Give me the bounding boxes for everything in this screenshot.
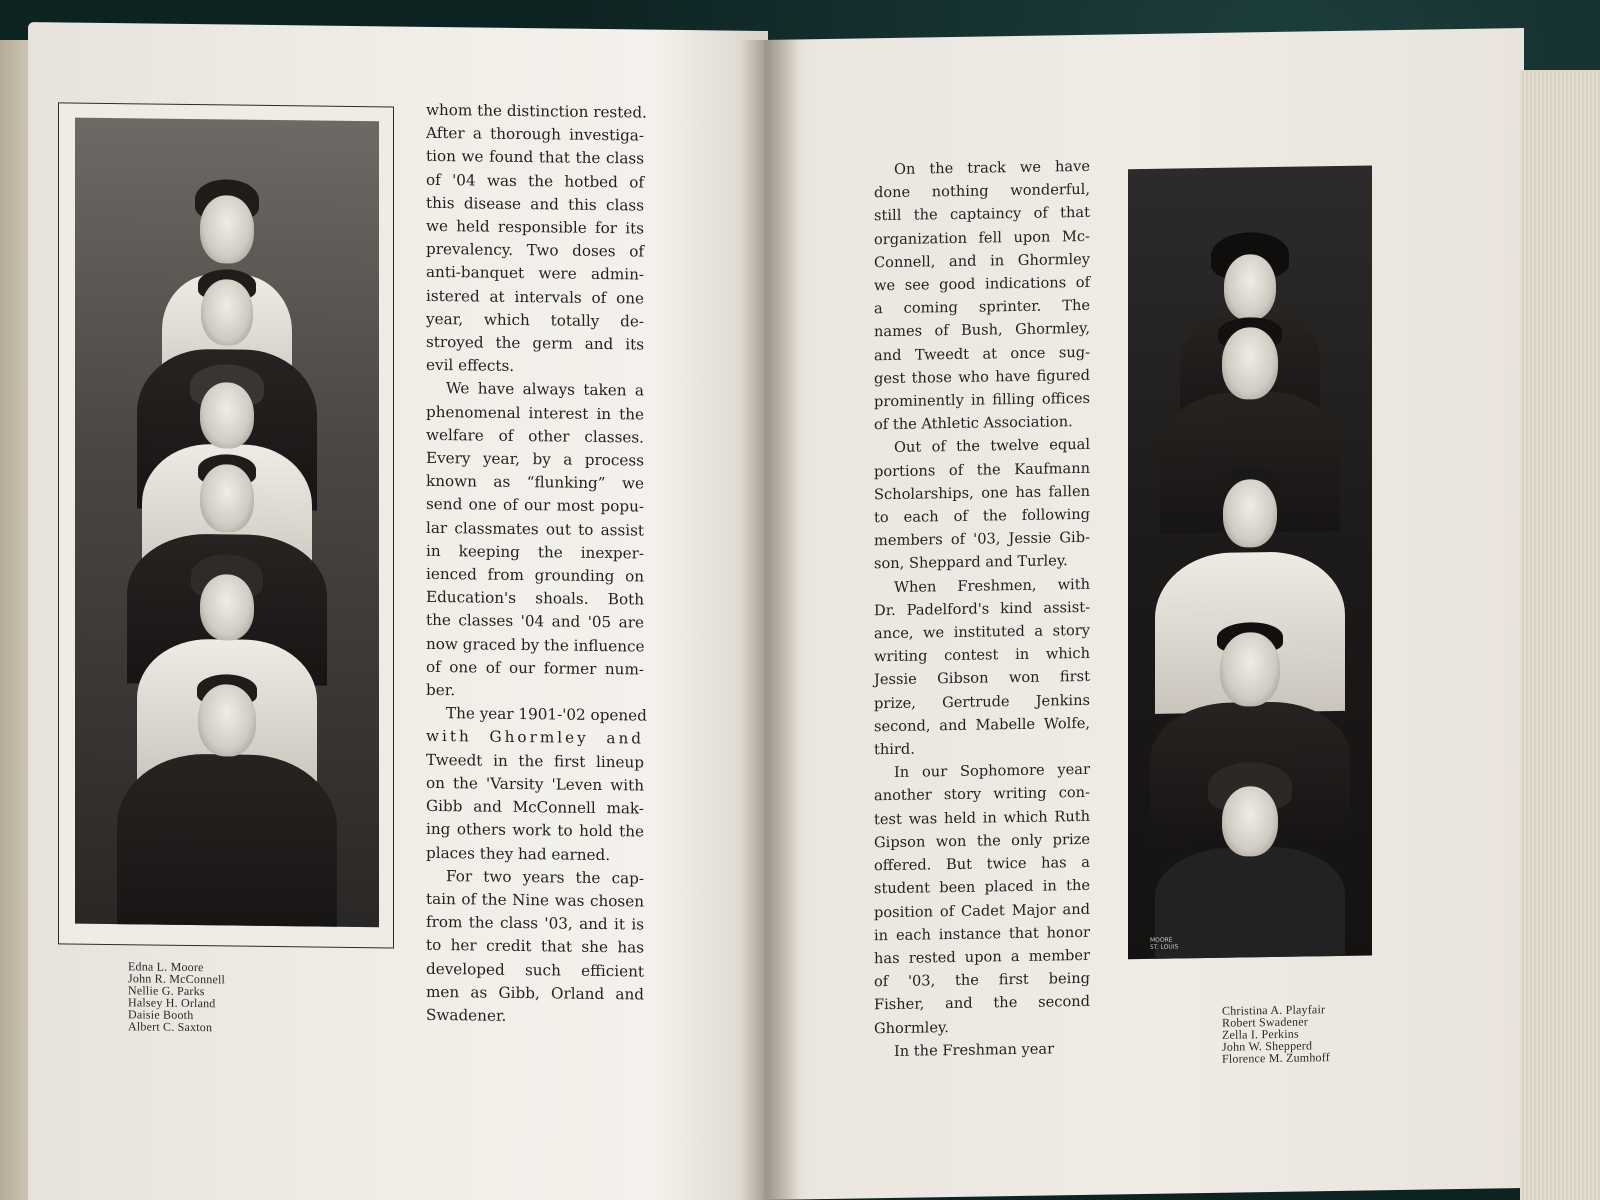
text-line: When Freshmen, with <box>894 575 1090 596</box>
text-line: son, Sheppard and Turley. <box>874 552 1068 573</box>
text-line: For two years the cap- <box>446 866 644 888</box>
text-line: gest those who have figured <box>874 366 1090 388</box>
text-line: Ghormley. <box>874 1018 949 1037</box>
text-line: to her credit that she has <box>426 936 644 957</box>
text-line: we see good indications of <box>874 273 1090 295</box>
text-line: writing contest in which <box>874 645 1090 666</box>
right-body-text <box>874 155 1090 1063</box>
text-line: stroyed the germ and its <box>426 332 644 354</box>
left-photo-caption <box>128 960 225 1033</box>
text-line: year, which totally de- <box>426 309 644 331</box>
text-line: in keeping the inexper- <box>426 541 644 563</box>
left-page <box>28 22 768 1200</box>
text-line: and Tweedt at once sug- <box>874 343 1090 364</box>
text-line: send one of our most popu- <box>426 495 644 516</box>
caption-name: Edna L. Moore <box>128 959 204 975</box>
text-line: offered. But twice has a <box>874 853 1090 875</box>
text-line: istered at intervals of one <box>426 286 644 308</box>
caption-name: Halsey H. Orland <box>128 995 216 1011</box>
text-line: position of Cadet Major and <box>874 900 1090 921</box>
text-line: portions of the Kaufmann <box>874 459 1090 480</box>
text-line: tain of the Nine was chosen <box>426 889 644 911</box>
page-edges <box>1520 70 1600 1200</box>
text-line: Gibb and McConnell mak- <box>426 796 644 818</box>
text-line: developed such efficient <box>426 959 644 981</box>
text-line: The year 1901-'02 opened <box>446 704 647 725</box>
text-line: of '03, the first being <box>874 969 1090 991</box>
text-line: We have always taken a <box>446 379 644 400</box>
text-line: known as “flunking” we <box>426 472 644 493</box>
text-line: Every year, by a process <box>426 448 644 470</box>
text-line: on the 'Varsity 'Leven with <box>426 773 644 795</box>
text-line: ance, we instituted a story <box>874 621 1090 643</box>
text-line: Swadener. <box>426 1005 507 1025</box>
text-line: On the track we have <box>894 157 1090 178</box>
right-class-photo <box>1128 165 1372 959</box>
caption-name: John R. McConnell <box>128 971 226 987</box>
text-line: members of '03, Jessie Gib- <box>874 529 1090 550</box>
text-line: done nothing wonderful, <box>874 181 1090 202</box>
text-line: Connell, and in Ghormley <box>874 250 1090 272</box>
text-line: prize, Gertrude Jenkins <box>874 691 1090 712</box>
text-line: After a thorough investiga- <box>426 124 644 145</box>
right-page <box>764 28 1524 1200</box>
text-line: now graced by the influence <box>426 634 645 656</box>
text-line: Scholarships, one has fallen <box>874 482 1090 504</box>
text-line: lar classmates out to assist <box>426 518 644 540</box>
text-line: men as Gibb, Orland and <box>426 982 644 1004</box>
text-line: has rested upon a member <box>874 946 1090 968</box>
text-line: a coming sprinter. The <box>874 297 1090 318</box>
text-line: ing others work to hold the <box>426 820 644 841</box>
text-line: welfare of other classes. <box>426 425 644 447</box>
text-line: prevalency. Two doses of <box>426 240 644 261</box>
text-line: the classes '04 and '05 are <box>426 611 644 632</box>
text-line: tion we found that the class <box>426 147 644 168</box>
left-photo-frame <box>58 102 394 948</box>
left-class-photo <box>75 118 379 928</box>
text-line: anti-banquet were admin- <box>426 263 644 284</box>
portrait <box>107 673 347 927</box>
photographer-mark: MOORE ST. LOUIS <box>1150 936 1179 951</box>
text-line: Tweedt in the first lineup <box>426 750 644 772</box>
text-line: Out of the twelve equal <box>894 436 1090 457</box>
text-line: from the class '03, and it is <box>426 912 644 934</box>
text-line: Fisher, and the second <box>874 993 1090 1014</box>
text-line: phenomenal interest in the <box>426 402 644 424</box>
text-line: ienced from grounding on <box>426 564 644 586</box>
text-line: test was held in which Ruth <box>874 807 1090 828</box>
text-line: Dr. Padelford's kind assist- <box>874 598 1090 620</box>
portrait <box>1145 761 1355 960</box>
text-line: student been placed in the <box>874 877 1090 898</box>
caption-name: Zella I. Perkins <box>1222 1026 1299 1042</box>
caption-name: Daisie Booth <box>128 1007 194 1023</box>
text-line: of the Athletic Association. <box>874 413 1073 434</box>
text-line: second, and Mabelle Wolfe, <box>874 714 1090 736</box>
text-line: with Ghormley and <box>426 727 644 749</box>
text-line: we held responsible for its <box>426 216 644 238</box>
text-line: still the captaincy of that <box>874 204 1090 225</box>
caption-name: Albert C. Saxton <box>128 1019 213 1035</box>
text-line: in each instance that honor <box>874 923 1090 944</box>
text-line: of '04 was the hotbed of <box>426 170 644 192</box>
text-line: prominently in filling offices <box>874 389 1090 411</box>
text-line: In the Freshman year <box>894 1040 1055 1060</box>
text-line: of one of our former num- <box>426 657 644 679</box>
text-line: ber. <box>426 680 456 700</box>
text-line: to each of the following <box>874 505 1090 527</box>
text-line: this disease and this class <box>426 193 644 215</box>
caption-name: Nellie G. Parks <box>128 983 205 999</box>
caption-name: Christina A. Playfair <box>1222 1002 1326 1018</box>
text-line: In our Sophomore year <box>894 761 1090 782</box>
text-line: Jessie Gibson won first <box>874 668 1090 689</box>
text-line: whom the distinction rested. <box>426 100 647 122</box>
text-line: Gipson won the only prize <box>874 830 1090 852</box>
right-photo-caption <box>1222 1003 1330 1065</box>
caption-name: John W. Shepperd <box>1222 1038 1313 1054</box>
text-line: another story writing con- <box>874 784 1090 805</box>
text-line: third. <box>874 740 915 759</box>
text-line: organization fell upon Mc- <box>874 227 1090 248</box>
caption-name: Robert Swadener <box>1222 1014 1308 1030</box>
text-line: places they had earned. <box>426 843 611 864</box>
left-body-text <box>426 99 647 1030</box>
text-line: evil effects. <box>426 356 515 376</box>
text-line: Education's shoals. Both <box>426 588 644 609</box>
caption-name: Florence M. Zumhoff <box>1222 1050 1330 1066</box>
text-line: names of Bush, Ghormley, <box>874 320 1090 341</box>
